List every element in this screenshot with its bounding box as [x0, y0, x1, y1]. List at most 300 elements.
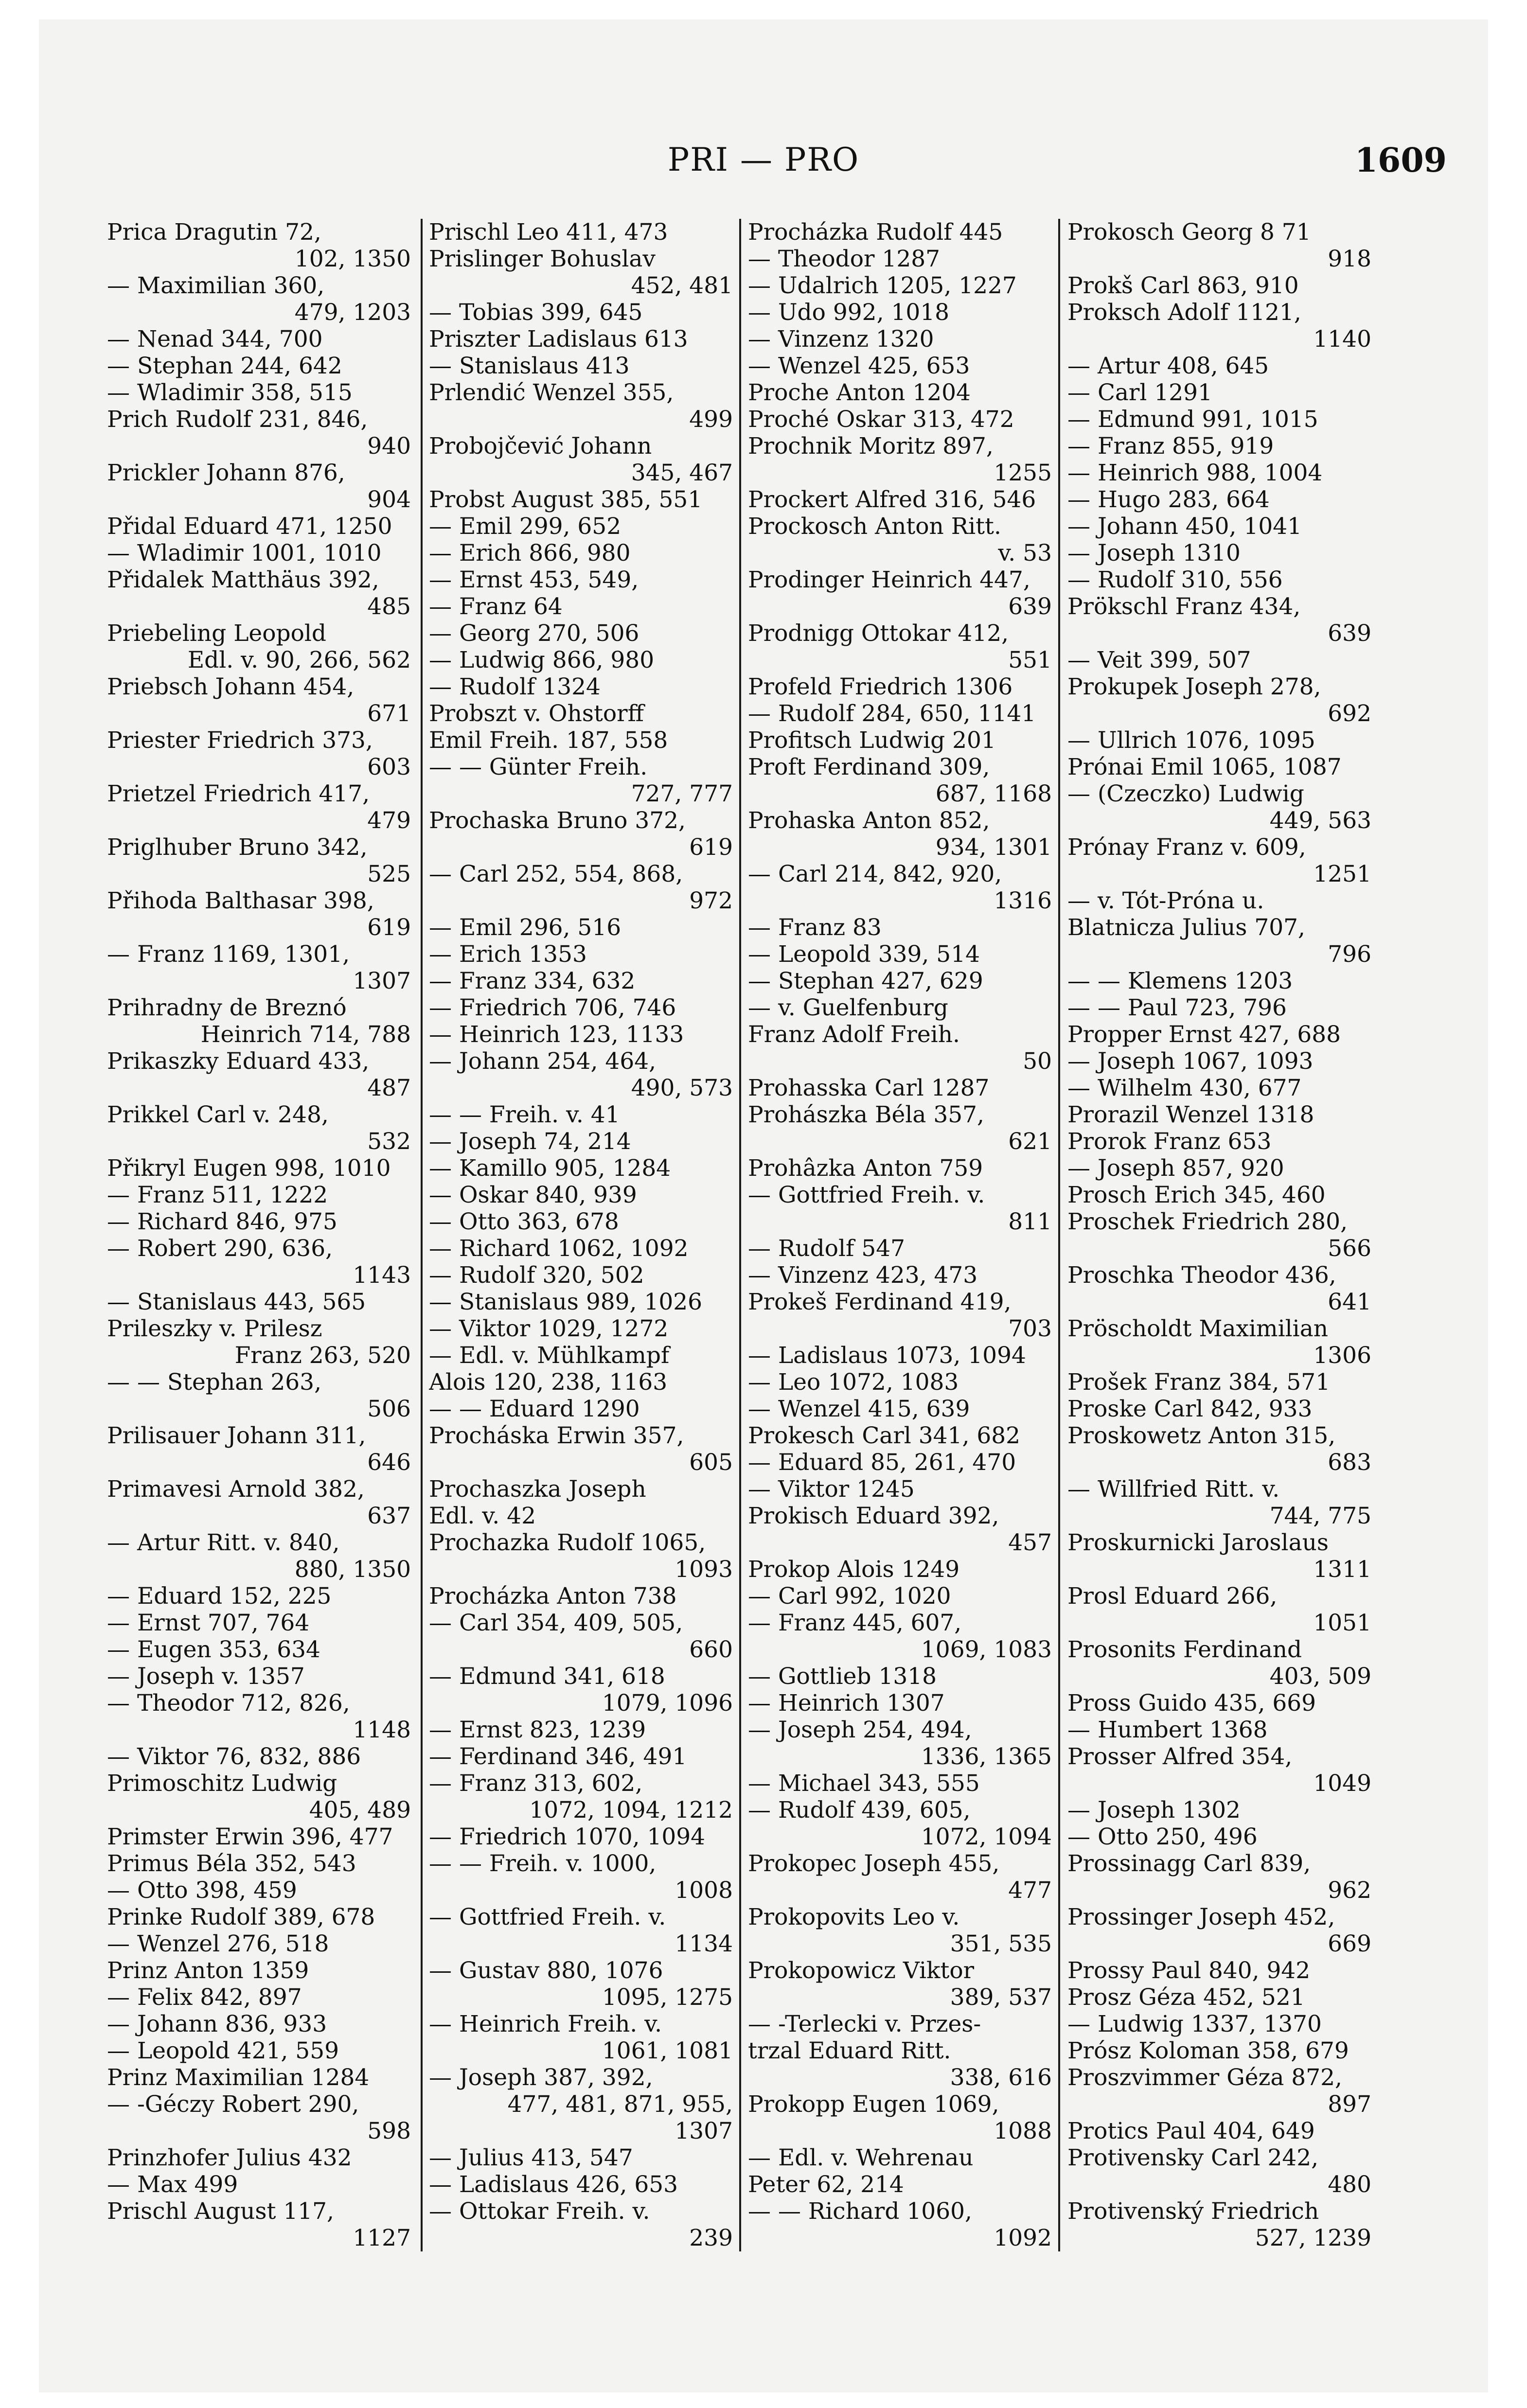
index-entry — [429, 807, 733, 861]
entry-continuation: 1008 — [675, 1877, 733, 1904]
entry-line: — Humbert 1368 — [1067, 1717, 1268, 1743]
entry-line: — Carl 992, 1020 — [748, 1583, 951, 1610]
entry-line: Prosonits Ferdinand — [1067, 1636, 1302, 1663]
entry-line: Prochazka Rudolf 1065, — [429, 1529, 706, 1556]
index-entry — [429, 1342, 733, 1369]
index-entry — [1067, 567, 1371, 593]
index-entry — [429, 1529, 733, 1583]
index-entry — [748, 620, 1052, 673]
entry-line: Prileszky v. Prilesz — [107, 1315, 322, 1342]
entry-line: Emil Freih. 187, 558 — [429, 727, 668, 754]
entry-continuation: 1336, 1365 — [921, 1743, 1052, 1770]
index-entry — [748, 1396, 1052, 1422]
index-entry — [1067, 1369, 1371, 1396]
index-entry — [429, 540, 733, 567]
index-entry — [429, 1663, 733, 1717]
index-entry — [429, 1957, 733, 2011]
entry-continuation: 639 — [1008, 593, 1052, 620]
index-entry — [107, 1824, 411, 1850]
entry-line: — — Freih. v. 1000, — [429, 1850, 657, 1877]
index-entry — [748, 1904, 1052, 1957]
entry-continuation: 452, 481 — [631, 272, 733, 299]
index-entry — [1067, 299, 1371, 353]
index-entry — [429, 1128, 733, 1155]
entry-continuation: 405, 489 — [309, 1797, 411, 1824]
index-entry — [748, 727, 1052, 754]
index-entry — [1067, 1957, 1371, 1984]
entry-continuation: 1143 — [353, 1262, 411, 1289]
entry-line: Prónay Franz v. 609, — [1067, 834, 1306, 861]
index-entry — [1067, 727, 1371, 754]
entry-continuation: 566 — [1328, 1235, 1371, 1262]
index-entry — [1067, 1048, 1371, 1075]
entry-line: — Viktor 1029, 1272 — [429, 1315, 669, 1342]
entry-line: Probszt v. Ohstorff — [429, 700, 644, 727]
index-entry — [429, 941, 733, 968]
index-entry — [748, 994, 1052, 1021]
index-entry — [748, 353, 1052, 379]
index-entry — [1067, 1850, 1371, 1904]
entry-line: Protivensky Carl 242, — [1067, 2144, 1319, 2171]
entry-line: Prokisch Eduard 392, — [748, 1503, 999, 1529]
index-entry — [107, 1743, 411, 1770]
entry-continuation: 102, 1350 — [294, 246, 411, 272]
index-entry — [429, 968, 733, 994]
entry-continuation: 1092 — [994, 2225, 1052, 2251]
index-entry — [1067, 1182, 1371, 1208]
index-entry — [429, 647, 733, 673]
entry-line: — Franz 1169, 1301, — [107, 941, 350, 968]
index-entry — [429, 1182, 733, 1208]
entry-line: Procházka Anton 738 — [429, 1583, 677, 1610]
index-entry — [107, 1422, 411, 1476]
entry-continuation: 479, 1203 — [294, 299, 411, 326]
index-entry — [429, 1289, 733, 1315]
index-entry — [107, 219, 411, 272]
entry-continuation: 50 — [1023, 1048, 1052, 1075]
index-entry — [107, 727, 411, 780]
entry-line: — Ferdinand 346, 491 — [429, 1743, 687, 1770]
entry-line: Proksch Adolf 1121, — [1067, 299, 1301, 326]
index-entry — [107, 1476, 411, 1529]
entry-line: — Kamillo 905, 1284 — [429, 1155, 671, 1182]
entry-line: Proschka Theodor 436, — [1067, 1262, 1336, 1289]
entry-continuation: 1061, 1081 — [602, 2037, 733, 2064]
index-entry — [748, 1957, 1052, 2011]
entry-continuation: Franz 263, 520 — [234, 1342, 411, 1369]
entry-line: Přidal Eduard 471, 1250 — [107, 513, 392, 540]
entry-line: Prokosch Georg 8 71 — [1067, 219, 1311, 246]
entry-line: Prohâzka Anton 759 — [748, 1155, 983, 1182]
entry-line: Franz Adolf Freih. — [748, 1021, 960, 1048]
index-entry — [748, 1503, 1052, 1556]
page-header — [39, 136, 1488, 190]
entry-line: Přidalek Matthäus 392, — [107, 567, 379, 593]
entry-line: — Wenzel 276, 518 — [107, 1930, 329, 1957]
index-entry — [429, 2171, 733, 2198]
entry-line: Priebsch Johann 454, — [107, 673, 355, 700]
index-entry — [107, 1155, 411, 1182]
index-entry — [1067, 2037, 1371, 2064]
index-entry — [1067, 1717, 1371, 1743]
index-entry — [1067, 1075, 1371, 1101]
entry-line: — Stanislaus 989, 1026 — [429, 1289, 703, 1315]
entry-line: — Udo 992, 1018 — [748, 299, 950, 326]
entry-continuation: 532 — [367, 1128, 411, 1155]
entry-continuation: 811 — [1008, 1208, 1052, 1235]
entry-line: — Willfried Ritt. v. — [1067, 1476, 1280, 1503]
index-entry — [1067, 2144, 1371, 2198]
entry-line: Prosl Eduard 266, — [1067, 1583, 1278, 1610]
entry-line: — v. Tót-Próna u. — [1067, 887, 1264, 914]
entry-line: — Hugo 283, 664 — [1067, 486, 1270, 513]
index-entry — [107, 1529, 411, 1583]
index-entry — [748, 914, 1052, 941]
entry-continuation: 796 — [1328, 941, 1371, 968]
index-entry — [748, 861, 1052, 914]
index-entry — [429, 353, 733, 379]
entry-line: Prossinagg Carl 839, — [1067, 1850, 1311, 1877]
entry-continuation: 904 — [367, 486, 411, 513]
entry-continuation: 1148 — [353, 1717, 411, 1743]
entry-line: — Ludwig 1337, 1370 — [1067, 2011, 1322, 2037]
index-entry — [107, 1101, 411, 1155]
entry-line: — (Czeczko) Ludwig — [1067, 780, 1304, 807]
index-entry — [748, 2011, 1052, 2037]
column-divider — [739, 219, 741, 2251]
index-entry — [429, 1824, 733, 1850]
entry-continuation: 727, 777 — [631, 780, 733, 807]
entry-line: — Richard 1062, 1092 — [429, 1235, 689, 1262]
entry-line: Prica Dragutin 72, — [107, 219, 321, 246]
index-entry — [429, 727, 733, 754]
entry-line: — Gustav 880, 1076 — [429, 1957, 663, 1984]
entry-line: — Joseph 857, 920 — [1067, 1155, 1284, 1182]
entry-line: Pröscholdt Maximilian — [1067, 1315, 1328, 1342]
entry-continuation: 479 — [367, 807, 411, 834]
entry-line: — Heinrich 1307 — [748, 1690, 945, 1717]
entry-continuation: 639 — [1328, 620, 1371, 647]
index-entry — [429, 914, 733, 941]
entry-line: — Gottfried Freih. v. — [748, 1182, 985, 1208]
entry-line: — Ottokar Freih. v. — [429, 2198, 650, 2225]
entry-line: Prochaska Bruno 372, — [429, 807, 686, 834]
entry-line: Prorok Franz 653 — [1067, 1128, 1272, 1155]
index-entry — [429, 1717, 733, 1743]
index-entry — [748, 1449, 1052, 1476]
entry-continuation: 621 — [1008, 1128, 1052, 1155]
entry-continuation: Edl. v. 90, 266, 562 — [187, 647, 411, 673]
entry-continuation: 487 — [367, 1075, 411, 1101]
index-entry — [429, 673, 733, 700]
entry-line: Procházka Rudolf 445 — [748, 219, 1003, 246]
entry-line: Prislinger Bohuslav — [429, 246, 656, 272]
entry-line: Prósz Koloman 358, 679 — [1067, 2037, 1349, 2064]
index-entry — [429, 379, 733, 433]
entry-line: Prosch Erich 345, 460 — [1067, 1182, 1326, 1208]
index-entry — [748, 754, 1052, 807]
entry-continuation: 1049 — [1313, 1770, 1371, 1797]
entry-line: Prihradny de Breznó — [107, 994, 347, 1021]
index-entry — [107, 513, 411, 540]
entry-line: — Franz 83 — [748, 914, 882, 941]
entry-line: Prilisauer Johann 311, — [107, 1422, 366, 1449]
column-2 — [429, 219, 733, 2261]
index-entry — [107, 1369, 411, 1422]
entry-line: — Udalrich 1205, 1227 — [748, 272, 1017, 299]
index-entry — [107, 2091, 411, 2144]
entry-continuation: 1127 — [353, 2225, 411, 2251]
entry-line: Prodnigg Ottokar 412, — [748, 620, 1009, 647]
entry-continuation: 1079, 1096 — [602, 1690, 733, 1717]
index-entry — [429, 1048, 733, 1101]
entry-line: — Joseph 387, 392, — [429, 2064, 653, 2091]
entry-line: — Wilhelm 430, 677 — [1067, 1075, 1302, 1101]
entry-line: — Gottlieb 1318 — [748, 1663, 937, 1690]
index-entry — [107, 673, 411, 727]
entry-line: Prokopp Eugen 1069, — [748, 2091, 999, 2118]
entry-line: — Rudolf 439, 605, — [748, 1797, 971, 1824]
entry-line: — Johann 836, 933 — [107, 2011, 327, 2037]
entry-line: Prickler Johann 876, — [107, 460, 345, 486]
entry-line: — Otto 398, 459 — [107, 1877, 297, 1904]
index-entry — [748, 1021, 1052, 1075]
index-entry — [1067, 433, 1371, 460]
entry-continuation: 1140 — [1313, 326, 1371, 353]
entry-line: — Theodor 712, 826, — [107, 1690, 350, 1717]
entry-line: — Joseph 1302 — [1067, 1797, 1241, 1824]
entry-line: Prošek Franz 384, 571 — [1067, 1369, 1331, 1396]
index-entry — [1067, 1583, 1371, 1636]
entry-line: — Ludwig 866, 980 — [429, 647, 655, 673]
index-entry — [429, 299, 733, 326]
index-entry — [1067, 379, 1371, 406]
entry-continuation: 527, 1239 — [1255, 2225, 1371, 2251]
index-entry — [1067, 914, 1371, 968]
index-entry — [107, 1930, 411, 1957]
index-entry — [748, 700, 1052, 727]
entry-line: — Erich 1353 — [429, 941, 587, 968]
index-entry — [1067, 406, 1371, 433]
entry-continuation: 703 — [1008, 1315, 1052, 1342]
index-entry — [107, 2198, 411, 2251]
entry-continuation: 603 — [367, 754, 411, 780]
index-entry — [1067, 1636, 1371, 1690]
index-entry — [1067, 272, 1371, 299]
index-entry — [107, 994, 411, 1048]
index-entry — [748, 1155, 1052, 1182]
entry-continuation: 1072, 1094, 1212 — [529, 1797, 733, 1824]
entry-line: Prossy Paul 840, 942 — [1067, 1957, 1311, 1984]
index-entry — [1067, 1315, 1371, 1369]
entry-line: Prokesch Carl 341, 682 — [748, 1422, 1021, 1449]
index-entry — [748, 433, 1052, 486]
index-entry — [429, 1770, 733, 1824]
entry-line: Primster Erwin 396, 477 — [107, 1824, 393, 1850]
entry-continuation: 1134 — [675, 1930, 733, 1957]
index-entry — [107, 941, 411, 994]
index-entry — [748, 1583, 1052, 1610]
entry-line: — Artur 408, 645 — [1067, 353, 1269, 379]
entry-continuation: 692 — [1328, 700, 1371, 727]
entry-continuation: 1307 — [353, 968, 411, 994]
index-entry — [107, 1610, 411, 1636]
index-entry — [1067, 1984, 1371, 2011]
entry-line: — Franz 313, 602, — [429, 1770, 643, 1797]
entry-line: — Ernst 453, 549, — [429, 567, 639, 593]
index-entry — [748, 246, 1052, 272]
index-entry — [107, 834, 411, 887]
index-entry — [1067, 1128, 1371, 1155]
entry-continuation: 880, 1350 — [294, 1556, 411, 1583]
entry-line: Priglhuber Bruno 342, — [107, 834, 368, 861]
entry-continuation: 403, 509 — [1269, 1663, 1371, 1690]
entry-continuation: 1255 — [994, 460, 1052, 486]
entry-line: — Emil 299, 652 — [429, 513, 621, 540]
index-entry — [1067, 968, 1371, 994]
index-entry — [748, 1369, 1052, 1396]
index-entry — [429, 1396, 733, 1422]
index-entry — [107, 2144, 411, 2171]
index-entry — [107, 2064, 411, 2091]
index-entry — [748, 1101, 1052, 1155]
entry-line: — Wenzel 425, 653 — [748, 353, 970, 379]
index-entry — [1067, 1262, 1371, 1315]
entry-continuation: 744, 775 — [1269, 1503, 1371, 1529]
entry-line: Prokopowicz Viktor — [748, 1957, 975, 1984]
index-entry — [107, 780, 411, 834]
index-entry — [429, 1503, 733, 1529]
index-entry — [1067, 2118, 1371, 2144]
entry-line: — Stanislaus 413 — [429, 353, 630, 379]
entry-line: — Friedrich 1070, 1094 — [429, 1824, 706, 1850]
index-entry — [1067, 994, 1371, 1021]
index-entry — [748, 219, 1052, 246]
entry-continuation: 660 — [689, 1636, 733, 1663]
index-entry — [748, 968, 1052, 994]
entry-line: — Johann 450, 1041 — [1067, 513, 1302, 540]
entry-line: — Leo 1072, 1083 — [748, 1369, 959, 1396]
index-entry — [429, 567, 733, 593]
entry-line: — Ernst 707, 764 — [107, 1610, 310, 1636]
entry-line: — Nenad 344, 700 — [107, 326, 323, 353]
entry-line: — Felix 842, 897 — [107, 1984, 302, 2011]
index-entry — [1067, 780, 1371, 834]
index-entry — [429, 2198, 733, 2251]
entry-line: Prokop Alois 1249 — [748, 1556, 960, 1583]
index-entry — [748, 1663, 1052, 1690]
index-entry — [1067, 834, 1371, 887]
entry-line: — Joseph 1067, 1093 — [1067, 1048, 1314, 1075]
index-entry — [429, 1850, 733, 1904]
entry-continuation: 551 — [1008, 647, 1052, 673]
entry-line: — Joseph 254, 494, — [748, 1717, 972, 1743]
index-entry — [1067, 1904, 1371, 1957]
entry-line: — Viktor 1245 — [748, 1476, 915, 1503]
index-entry — [429, 1904, 733, 1957]
index-entry — [107, 1182, 411, 1208]
entry-continuation: 1311 — [1313, 1556, 1371, 1583]
entry-line: Pross Guido 435, 669 — [1067, 1690, 1316, 1717]
entry-line: Prokeš Ferdinand 419, — [748, 1289, 1012, 1315]
entry-line: Prinke Rudolf 389, 678 — [107, 1904, 375, 1930]
entry-continuation: 490, 573 — [631, 1075, 733, 1101]
entry-line: Proszvimmer Géza 872, — [1067, 2064, 1342, 2091]
entry-line: — Julius 413, 547 — [429, 2144, 633, 2171]
entry-continuation: 480 — [1328, 2171, 1371, 2198]
index-entry — [1067, 1824, 1371, 1850]
entry-line: Prohaska Anton 852, — [748, 807, 990, 834]
entry-continuation: 1316 — [994, 887, 1052, 914]
index-entry — [429, 2064, 733, 2144]
entry-line: Priszter Ladislaus 613 — [429, 326, 688, 353]
index-entry — [748, 807, 1052, 861]
entry-continuation: 239 — [689, 2225, 733, 2251]
entry-line: Protics Paul 404, 649 — [1067, 2118, 1315, 2144]
index-columns — [107, 219, 1410, 2261]
entry-line: — Carl 354, 409, 505, — [429, 1610, 683, 1636]
index-entry — [429, 1315, 733, 1342]
entry-line: — Friedrich 706, 746 — [429, 994, 676, 1021]
index-entry — [748, 2171, 1052, 2198]
column-divider — [421, 219, 423, 2251]
index-entry — [429, 593, 733, 620]
index-entry — [748, 1476, 1052, 1503]
index-entry — [748, 379, 1052, 406]
entry-continuation: 934, 1301 — [935, 834, 1052, 861]
index-entry — [429, 1583, 733, 1610]
entry-continuation: 1072, 1094 — [921, 1824, 1052, 1850]
entry-line: — Leopold 421, 559 — [107, 2037, 339, 2064]
index-entry — [1067, 219, 1371, 272]
page-number: 1609 — [1354, 141, 1447, 180]
index-entry — [748, 1262, 1052, 1289]
index-entry — [429, 433, 733, 486]
entry-line: — Carl 1291 — [1067, 379, 1212, 406]
entry-continuation: 485 — [367, 593, 411, 620]
index-entry — [107, 1636, 411, 1663]
index-entry — [748, 1690, 1052, 1717]
entry-line: Prokopovits Leo v. — [748, 1904, 960, 1930]
index-entry — [429, 861, 733, 914]
entry-line: Prischl Leo 411, 473 — [429, 219, 668, 246]
entry-line: Prinzhofer Julius 432 — [107, 2144, 352, 2171]
entry-line: — — Paul 723, 796 — [1067, 994, 1287, 1021]
entry-continuation: 389, 537 — [950, 1984, 1052, 2011]
entry-line: — Ernst 823, 1239 — [429, 1717, 646, 1743]
index-entry — [1067, 460, 1371, 486]
column-3 — [748, 219, 1052, 2261]
entry-line: — Maximilian 360, — [107, 272, 325, 299]
index-entry — [748, 299, 1052, 326]
entry-line: — — Stephan 263, — [107, 1369, 322, 1396]
index-entry — [107, 1235, 411, 1289]
entry-line: Proft Ferdinand 309, — [748, 754, 990, 780]
entry-continuation: 1069, 1083 — [921, 1636, 1052, 1663]
index-entry — [107, 1289, 411, 1315]
entry-continuation: 345, 467 — [631, 460, 733, 486]
index-entry — [1067, 647, 1371, 673]
entry-continuation: Heinrich 714, 788 — [200, 1021, 411, 1048]
index-entry — [107, 379, 411, 406]
entry-line: — Rudolf 284, 650, 1141 — [748, 700, 1036, 727]
entry-line: — Johann 254, 464, — [429, 1048, 657, 1075]
index-entry — [107, 1208, 411, 1235]
entry-continuation: 1251 — [1313, 861, 1371, 887]
entry-line: Blatnicza Julius 707, — [1067, 914, 1305, 941]
index-entry — [107, 1877, 411, 1904]
entry-line: — Heinrich 123, 1133 — [429, 1021, 684, 1048]
